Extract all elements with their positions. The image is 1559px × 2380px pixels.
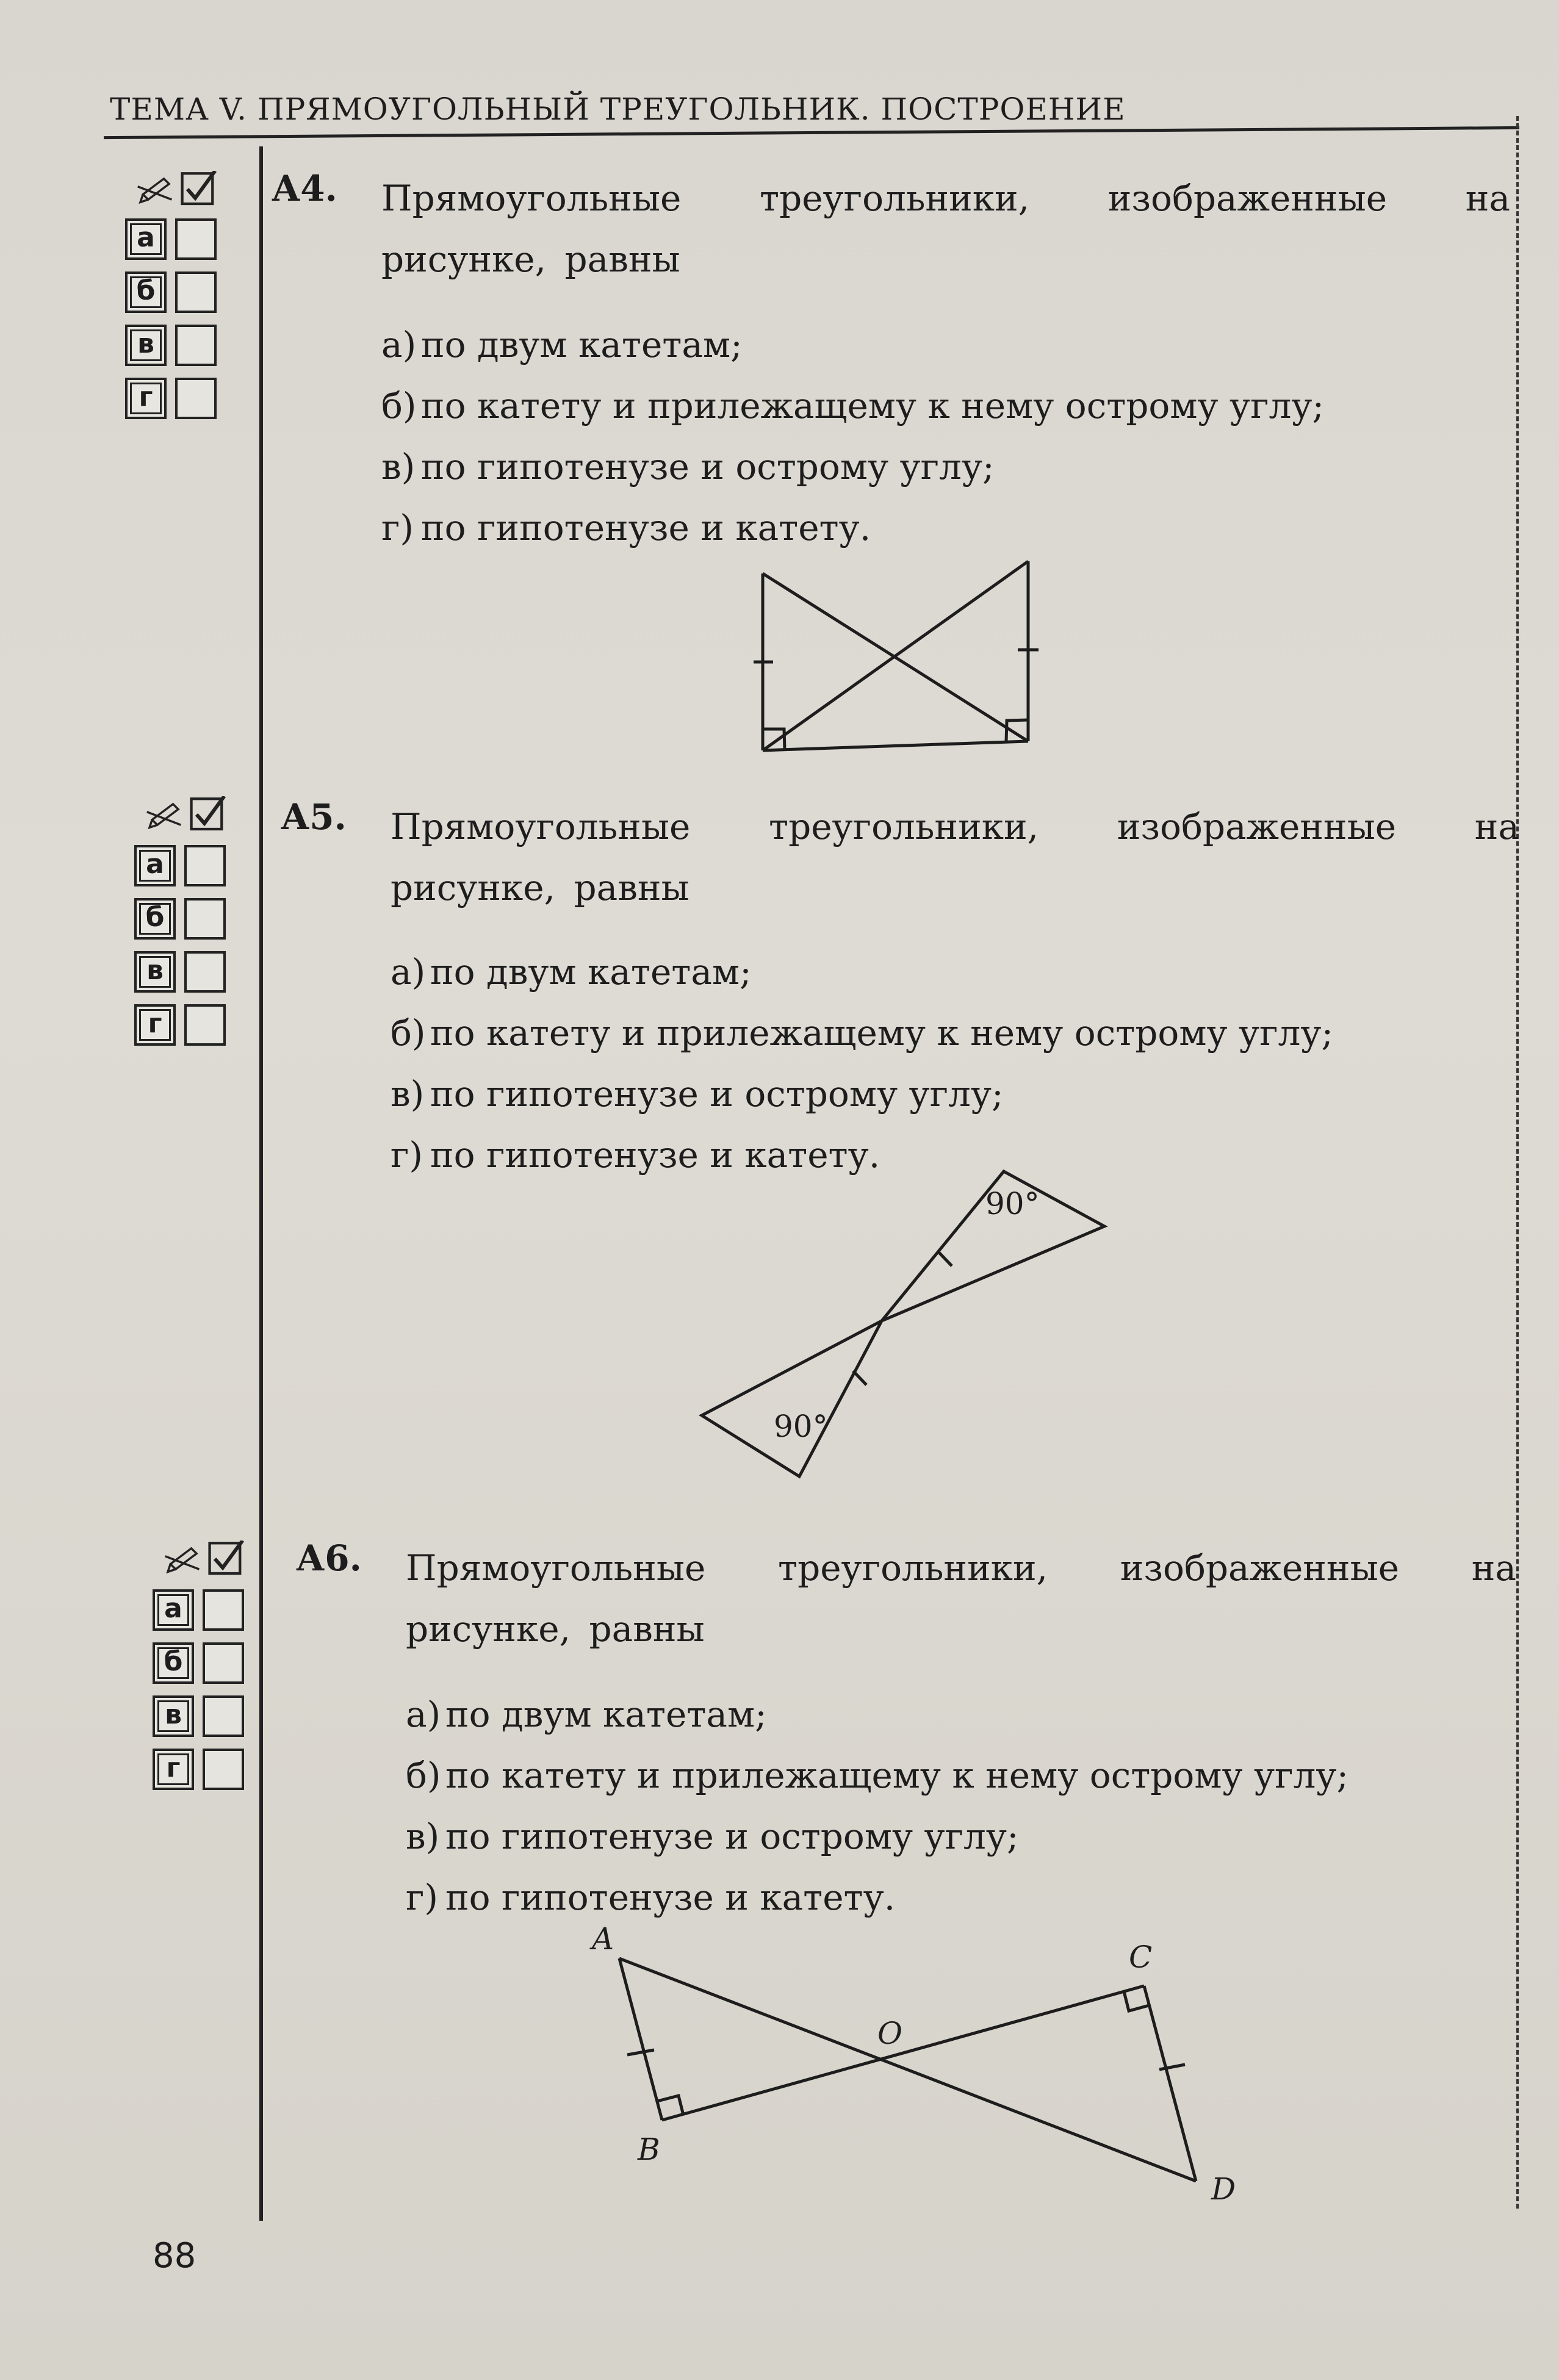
task-options <box>406 1684 1348 1928</box>
answer-letter: в <box>134 951 176 993</box>
page-number: 88 <box>153 2236 196 2276</box>
answer-letter: в <box>153 1695 194 1737</box>
answer-row-v <box>153 1695 268 1739</box>
angle-label-bottom: 90° <box>774 1409 828 1444</box>
point-label-a: A <box>592 1921 614 1957</box>
option-a: а) по двум катетам; <box>406 1694 767 1735</box>
answer-checkbox[interactable] <box>184 898 226 940</box>
task-number: А5. <box>281 796 347 838</box>
answer-row-a <box>153 1589 268 1633</box>
point-label-b: B <box>638 2132 660 2167</box>
answer-checkbox[interactable] <box>175 218 217 260</box>
task-question: Прямоугольные треугольники, изображенные на рисунке, равны <box>406 1547 1516 1650</box>
answer-row-a <box>134 845 250 889</box>
option-g: г) по гипотенузе и катету. <box>391 1134 880 1176</box>
answer-row-g <box>134 1004 250 1048</box>
pencil-check-icon <box>153 1541 256 1577</box>
task-options <box>381 314 1324 558</box>
page-header: ТЕМА V. ПРЯМОУГОЛЬНЫЙ ТРЕУГОЛЬНИК. ПОСТРОЕНИЕ <box>110 92 1126 127</box>
option-b: б) по катету и прилежащему к нему острому углу; <box>391 1012 1334 1054</box>
pencil-check-icon <box>125 171 229 207</box>
task-number: А6. <box>296 1537 362 1579</box>
option-v: в) по гипотенузе и острому углу; <box>381 446 995 487</box>
point-label-c: C <box>1129 1940 1153 1975</box>
option-b: б) по катету и прилежащему к нему острому углу; <box>406 1755 1349 1796</box>
answer-checkbox[interactable] <box>184 951 226 993</box>
option-g: г) по гипотенузе и катету. <box>381 507 871 548</box>
answer-letter: а <box>125 218 167 260</box>
task-question: Прямоугольные треугольники, изображенные на рисунке, равны <box>391 806 1519 908</box>
answer-checkbox[interactable] <box>203 1589 244 1631</box>
angle-label-top: 90° <box>985 1186 1040 1221</box>
answer-checkbox[interactable] <box>175 378 217 419</box>
option-v: в) по гипотенузе и острому углу; <box>406 1816 1019 1857</box>
figure-a6 <box>574 1916 1269 2205</box>
answer-letter: б <box>134 898 176 940</box>
answer-row-v <box>134 951 250 995</box>
margin-rule <box>259 146 263 2221</box>
option-b: б) по катету и прилежащему к нему острому углу; <box>381 385 1325 426</box>
answer-row-b <box>153 1642 268 1686</box>
answer-checkbox[interactable] <box>175 271 217 313</box>
answer-letter: б <box>153 1642 194 1684</box>
answer-letter: г <box>153 1749 194 1790</box>
option-a: а) по двум катетам; <box>381 324 743 365</box>
answer-letter: а <box>153 1589 194 1631</box>
answer-row-g <box>153 1749 268 1792</box>
answer-row-g <box>125 378 241 422</box>
answer-letter: г <box>134 1004 176 1046</box>
answer-letter: а <box>134 845 176 886</box>
answer-letter: б <box>125 271 167 313</box>
cut-line <box>1516 116 1519 2209</box>
figure-a4 <box>757 555 1037 759</box>
answer-row-a <box>125 218 241 262</box>
answer-letter: в <box>125 325 167 366</box>
answer-row-v <box>125 325 241 369</box>
answer-checkbox[interactable] <box>184 1004 226 1046</box>
answer-row-b <box>125 271 241 315</box>
task-number: А4. <box>272 168 337 209</box>
task-question: Прямоугольные треугольники, изображенные на рисунке, равны <box>381 178 1510 280</box>
point-label-d: D <box>1211 2171 1236 2207</box>
answer-row-b <box>134 898 250 942</box>
answer-checkbox[interactable] <box>203 1695 244 1737</box>
answer-letter: г <box>125 378 167 419</box>
option-v: в) по гипотенузе и острому углу; <box>391 1073 1004 1115</box>
point-label-o: O <box>877 2016 902 2051</box>
answer-checkbox[interactable] <box>203 1642 244 1684</box>
answer-checkbox[interactable] <box>175 325 217 366</box>
task-options <box>391 941 1333 1185</box>
option-g: г) по гипотенузе и катету. <box>406 1877 896 1918</box>
option-a: а) по двум катетам; <box>391 951 752 993</box>
pencil-check-icon <box>134 796 238 833</box>
header-rule <box>104 126 1519 139</box>
answer-checkbox[interactable] <box>184 845 226 886</box>
figure-a5 <box>696 1159 1111 1491</box>
answer-checkbox[interactable] <box>203 1749 244 1790</box>
